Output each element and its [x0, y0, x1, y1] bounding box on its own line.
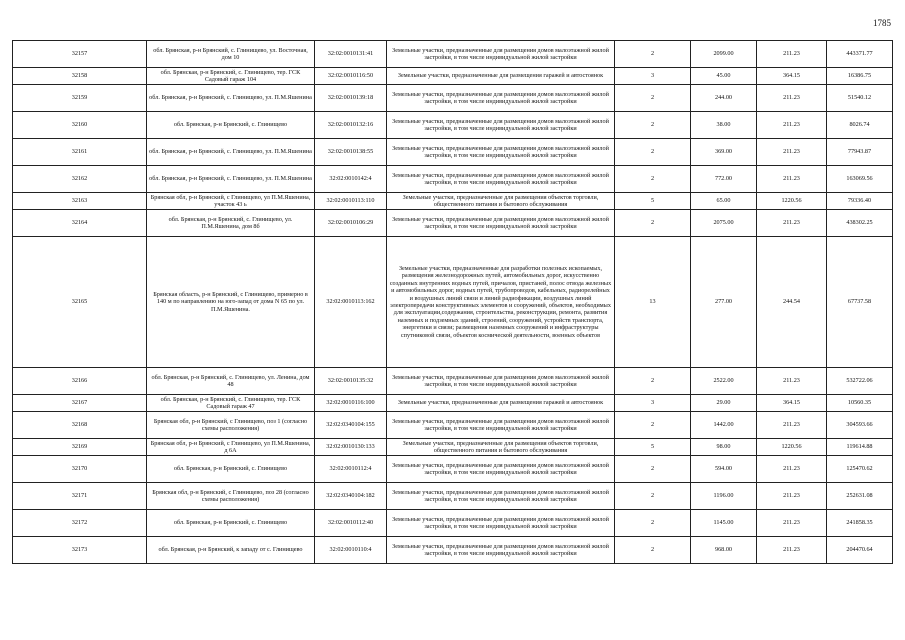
cadastral-value-cell: 241858.35	[827, 510, 893, 537]
land-purpose-cell: Земельные участки, предназначенные для размещения домов малоэтажной жилой застройки, в том числе индивидуальной жилой застройки	[387, 537, 615, 564]
row-id-cell: 32159	[13, 85, 147, 112]
land-purpose-cell: Земельные участки, предназначенные для размещения домов малоэтажной жилой застройки, в том числе индивидуальной жилой застройки	[387, 210, 615, 237]
cadastral-number-cell: 32:02:0010139:18	[315, 85, 387, 112]
area-cell: 594.00	[691, 456, 757, 483]
row-id-cell: 32170	[13, 456, 147, 483]
area-cell: 2522.00	[691, 368, 757, 395]
cadastral-number-cell: 32:02:0010113:110	[315, 193, 387, 210]
area-cell: 1145.00	[691, 510, 757, 537]
group-cell: 3	[615, 395, 691, 412]
table-row	[13, 483, 893, 510]
row-id-cell: 32163	[13, 193, 147, 210]
table-row	[13, 85, 893, 112]
row-id-cell: 32169	[13, 439, 147, 456]
group-cell: 2	[615, 368, 691, 395]
specific-value-cell: 244.54	[757, 237, 827, 368]
address-cell: обл. Брянская, р-н Брянский, с. Глинищево, тер. ГСК Садовый гараж 104	[147, 68, 315, 85]
specific-value-cell: 211.23	[757, 139, 827, 166]
address-cell: обл. Брянская, р-н Брянский, с. Глинищево, ул. Ленина, дом 48	[147, 368, 315, 395]
table-row	[13, 41, 893, 68]
area-cell: 38.00	[691, 112, 757, 139]
table-row	[13, 210, 893, 237]
specific-value-cell: 211.23	[757, 537, 827, 564]
row-id-cell: 32165	[13, 237, 147, 368]
address-cell: обл. Брянская, р-н Брянский, с. Глинищево	[147, 456, 315, 483]
area-cell: 968.00	[691, 537, 757, 564]
specific-value-cell: 364.15	[757, 68, 827, 85]
group-cell: 2	[615, 483, 691, 510]
cadastral-value-cell: 438302.25	[827, 210, 893, 237]
cadastral-value-cell: 125470.62	[827, 456, 893, 483]
area-cell: 244.00	[691, 85, 757, 112]
address-cell: обл. Брянская, р-н Брянский, с. Глинищево, ул. П.М.Яшенина	[147, 139, 315, 166]
cadastral-value-cell: 443371.77	[827, 41, 893, 68]
address-cell: обл. Брянская, р-н Брянский, с. Глинищево, ул. П.М.Яшенина	[147, 166, 315, 193]
area-cell: 772.00	[691, 166, 757, 193]
land-purpose-cell: Земельные участки, предназначенные для размещения домов малоэтажной жилой застройки, в том числе индивидуальной жилой застройки	[387, 139, 615, 166]
cadastral-number-cell: 32:02:0010116:100	[315, 395, 387, 412]
cadastral-number-cell: 32:02:0340104:182	[315, 483, 387, 510]
cadastral-value-cell: 204470.64	[827, 537, 893, 564]
address-cell: Брянская обл, р-н Брянский, с Глинищево, поз 28 (согласно схемы расположения)	[147, 483, 315, 510]
page-number: 1785	[873, 18, 891, 28]
cadastral-value-cell: 77943.87	[827, 139, 893, 166]
land-purpose-cell: Земельные участки, предназначенные для размещения домов малоэтажной жилой застройки, в том числе индивидуальной жилой застройки	[387, 483, 615, 510]
specific-value-cell: 211.23	[757, 412, 827, 439]
specific-value-cell: 364.15	[757, 395, 827, 412]
table-row	[13, 166, 893, 193]
table-row	[13, 112, 893, 139]
cadastral-number-cell: 32:02:0340104:155	[315, 412, 387, 439]
row-id-cell: 32167	[13, 395, 147, 412]
table-row	[13, 510, 893, 537]
cadastral-number-cell: 32:02:0010112:40	[315, 510, 387, 537]
specific-value-cell: 1220.56	[757, 439, 827, 456]
specific-value-cell: 211.23	[757, 210, 827, 237]
table-row	[13, 237, 893, 368]
cadastral-value-cell: 532722.06	[827, 368, 893, 395]
group-cell: 2	[615, 510, 691, 537]
land-purpose-cell: Земельные участки, предназначенные для размещения домов малоэтажной жилой застройки, в том числе индивидуальной жилой застройки	[387, 456, 615, 483]
group-cell: 5	[615, 193, 691, 210]
specific-value-cell: 211.23	[757, 368, 827, 395]
table-row	[13, 439, 893, 456]
cadastral-number-cell: 32:02:0010130:133	[315, 439, 387, 456]
table-row	[13, 412, 893, 439]
land-purpose-cell: Земельные участки, предназначенные для размещения домов малоэтажной жилой застройки, в том числе индивидуальной жилой застройки	[387, 41, 615, 68]
group-cell: 2	[615, 112, 691, 139]
address-cell: обл. Брянская, р-н Брянский, к западу от с. Глинищево	[147, 537, 315, 564]
land-purpose-cell: Земельные участки, предназначенные для размещения домов малоэтажной жилой застройки, в том числе индивидуальной жилой застройки	[387, 85, 615, 112]
land-purpose-cell: Земельные участки, предназначенные для разработки полезных ископаемых, размещения железнодорожных путей, автомобильных дорог, искусственно созданных внутренних водных путей, причалов, пристаней, полос отвода железных и автомобильных дорог, водных путей, трубопроводов, кабельных, радиорелейных и воздушных линий связи и линий радиофикации, воздушных линий электропередачи конструктивных элементов и сооружений, объектов, необходимых для эксплуатации,содержания, строительства, реконструкции, ремонта, развития наземных и подземных зданий, строений, сооружений, устройств транспорта, энергетики и связи; размещения наземных сооружений и инфраструктуры спутниковой связи, объектов космической деятельности, военных объектов	[387, 237, 615, 368]
area-cell: 2075.00	[691, 210, 757, 237]
cadastral-number-cell: 32:02:0010131:41	[315, 41, 387, 68]
group-cell: 3	[615, 68, 691, 85]
cadastral-number-cell: 32:02:0010132:16	[315, 112, 387, 139]
specific-value-cell: 1220.56	[757, 193, 827, 210]
address-cell: Брянская область, р-н Брянский, с Глинищево, примерно в 140 м по направлению на юго-запад от дома N 65 по ул. П.М.Яшенина.	[147, 237, 315, 368]
row-id-cell: 32164	[13, 210, 147, 237]
row-id-cell: 32173	[13, 537, 147, 564]
land-purpose-cell: Земельные участки, предназначенные для размещения гаражей и автостоянок	[387, 68, 615, 85]
address-cell: обл. Брянская, р-н Брянский, с. Глинищево, ул. Восточная, дом 10	[147, 41, 315, 68]
cadastral-value-cell: 10560.35	[827, 395, 893, 412]
area-cell: 2099.00	[691, 41, 757, 68]
area-cell: 1196.00	[691, 483, 757, 510]
cadastral-number-cell: 32:02:0010138:55	[315, 139, 387, 166]
land-purpose-cell: Земельные участки, предназначенные для размещения домов малоэтажной жилой застройки, в том числе индивидуальной жилой застройки	[387, 510, 615, 537]
cadastral-number-cell: 32:02:0010106:29	[315, 210, 387, 237]
area-cell: 277.00	[691, 237, 757, 368]
cadastral-number-cell: 32:02:0010110:4	[315, 537, 387, 564]
land-purpose-cell: Земельные участки, предназначенные для размещения домов малоэтажной жилой застройки, в том числе индивидуальной жилой застройки	[387, 112, 615, 139]
table-row	[13, 193, 893, 210]
row-id-cell: 32172	[13, 510, 147, 537]
group-cell: 2	[615, 166, 691, 193]
land-purpose-cell: Земельные участки, предназначенные для размещения объектов торговли, общественного питания и бытового обслуживания	[387, 193, 615, 210]
cadastral-value-cell: 163069.56	[827, 166, 893, 193]
address-cell: Брянская обл, р-н Брянский, с Глинищево, ул П.М.Яшенина, участок 43 ь	[147, 193, 315, 210]
address-cell: обл. Брянская, р-н Брянский, с. Глинищево	[147, 112, 315, 139]
group-cell: 2	[615, 210, 691, 237]
row-id-cell: 32161	[13, 139, 147, 166]
group-cell: 13	[615, 237, 691, 368]
group-cell: 2	[615, 412, 691, 439]
cadastral-value-cell: 67737.58	[827, 237, 893, 368]
row-id-cell: 32168	[13, 412, 147, 439]
area-cell: 1442.00	[691, 412, 757, 439]
table-row	[13, 537, 893, 564]
table-row	[13, 68, 893, 85]
address-cell: обл. Брянская, р-н Брянский, с. Глинищево, тер. ГСК Садовый гараж 47	[147, 395, 315, 412]
specific-value-cell: 211.23	[757, 85, 827, 112]
area-cell: 98.00	[691, 439, 757, 456]
group-cell: 2	[615, 41, 691, 68]
specific-value-cell: 211.23	[757, 483, 827, 510]
address-cell: обл. Брянская, р-н Брянский, с. Глинищево, ул. П.М.Яшенина, дом 8б	[147, 210, 315, 237]
address-cell: Брянская обл, р-н Брянский, с Глинищево, ул П.М.Яшенина, д 6А	[147, 439, 315, 456]
group-cell: 2	[615, 456, 691, 483]
row-id-cell: 32158	[13, 68, 147, 85]
group-cell: 2	[615, 139, 691, 166]
table-row	[13, 368, 893, 395]
table-row	[13, 456, 893, 483]
cadastral-value-cell: 51540.12	[827, 85, 893, 112]
cadastral-value-cell: 304593.66	[827, 412, 893, 439]
cadastral-number-cell: 32:02:0010113:162	[315, 237, 387, 368]
row-id-cell: 32157	[13, 41, 147, 68]
cadastral-value-cell: 79336.40	[827, 193, 893, 210]
group-cell: 2	[615, 537, 691, 564]
area-cell: 65.00	[691, 193, 757, 210]
group-cell: 5	[615, 439, 691, 456]
cadastral-number-cell: 32:02:0010116:50	[315, 68, 387, 85]
address-cell: обл. Брянская, р-н Брянский, с. Глинищево, ул. П.М.Яшенина	[147, 85, 315, 112]
cadastral-value-cell: 252631.08	[827, 483, 893, 510]
specific-value-cell: 211.23	[757, 41, 827, 68]
table-row	[13, 395, 893, 412]
land-purpose-cell: Земельные участки, предназначенные для размещения домов малоэтажной жилой застройки, в том числе индивидуальной жилой застройки	[387, 368, 615, 395]
land-purpose-cell: Земельные участки, предназначенные для размещения объектов торговли, общественного питания и бытового обслуживания	[387, 439, 615, 456]
cadastral-number-cell: 32:02:0010112:4	[315, 456, 387, 483]
cadastral-value-table	[12, 40, 893, 564]
specific-value-cell: 211.23	[757, 456, 827, 483]
area-cell: 369.00	[691, 139, 757, 166]
row-id-cell: 32171	[13, 483, 147, 510]
cadastral-value-cell: 8026.74	[827, 112, 893, 139]
cadastral-number-cell: 32:02:0010142:4	[315, 166, 387, 193]
specific-value-cell: 211.23	[757, 166, 827, 193]
land-purpose-cell: Земельные участки, предназначенные для размещения домов малоэтажной жилой застройки, в том числе индивидуальной жилой застройки	[387, 412, 615, 439]
table-row	[13, 139, 893, 166]
area-cell: 45.00	[691, 68, 757, 85]
specific-value-cell: 211.23	[757, 510, 827, 537]
cadastral-value-cell: 16386.75	[827, 68, 893, 85]
address-cell: Брянская обл, р-н Брянский, с Глинищево, поз 1 (согласно схемы расположения)	[147, 412, 315, 439]
cadastral-number-cell: 32:02:0010135:32	[315, 368, 387, 395]
cadastral-value-cell: 119614.88	[827, 439, 893, 456]
group-cell: 2	[615, 85, 691, 112]
table-body	[13, 41, 893, 564]
area-cell: 29.00	[691, 395, 757, 412]
land-purpose-cell: Земельные участки, предназначенные для размещения домов малоэтажной жилой застройки, в том числе индивидуальной жилой застройки	[387, 166, 615, 193]
row-id-cell: 32160	[13, 112, 147, 139]
land-purpose-cell: Земельные участки, предназначенные для размещения гаражей и автостоянок	[387, 395, 615, 412]
row-id-cell: 32162	[13, 166, 147, 193]
row-id-cell: 32166	[13, 368, 147, 395]
specific-value-cell: 211.23	[757, 112, 827, 139]
address-cell: обл. Брянская, р-н Брянский, с. Глинищево	[147, 510, 315, 537]
